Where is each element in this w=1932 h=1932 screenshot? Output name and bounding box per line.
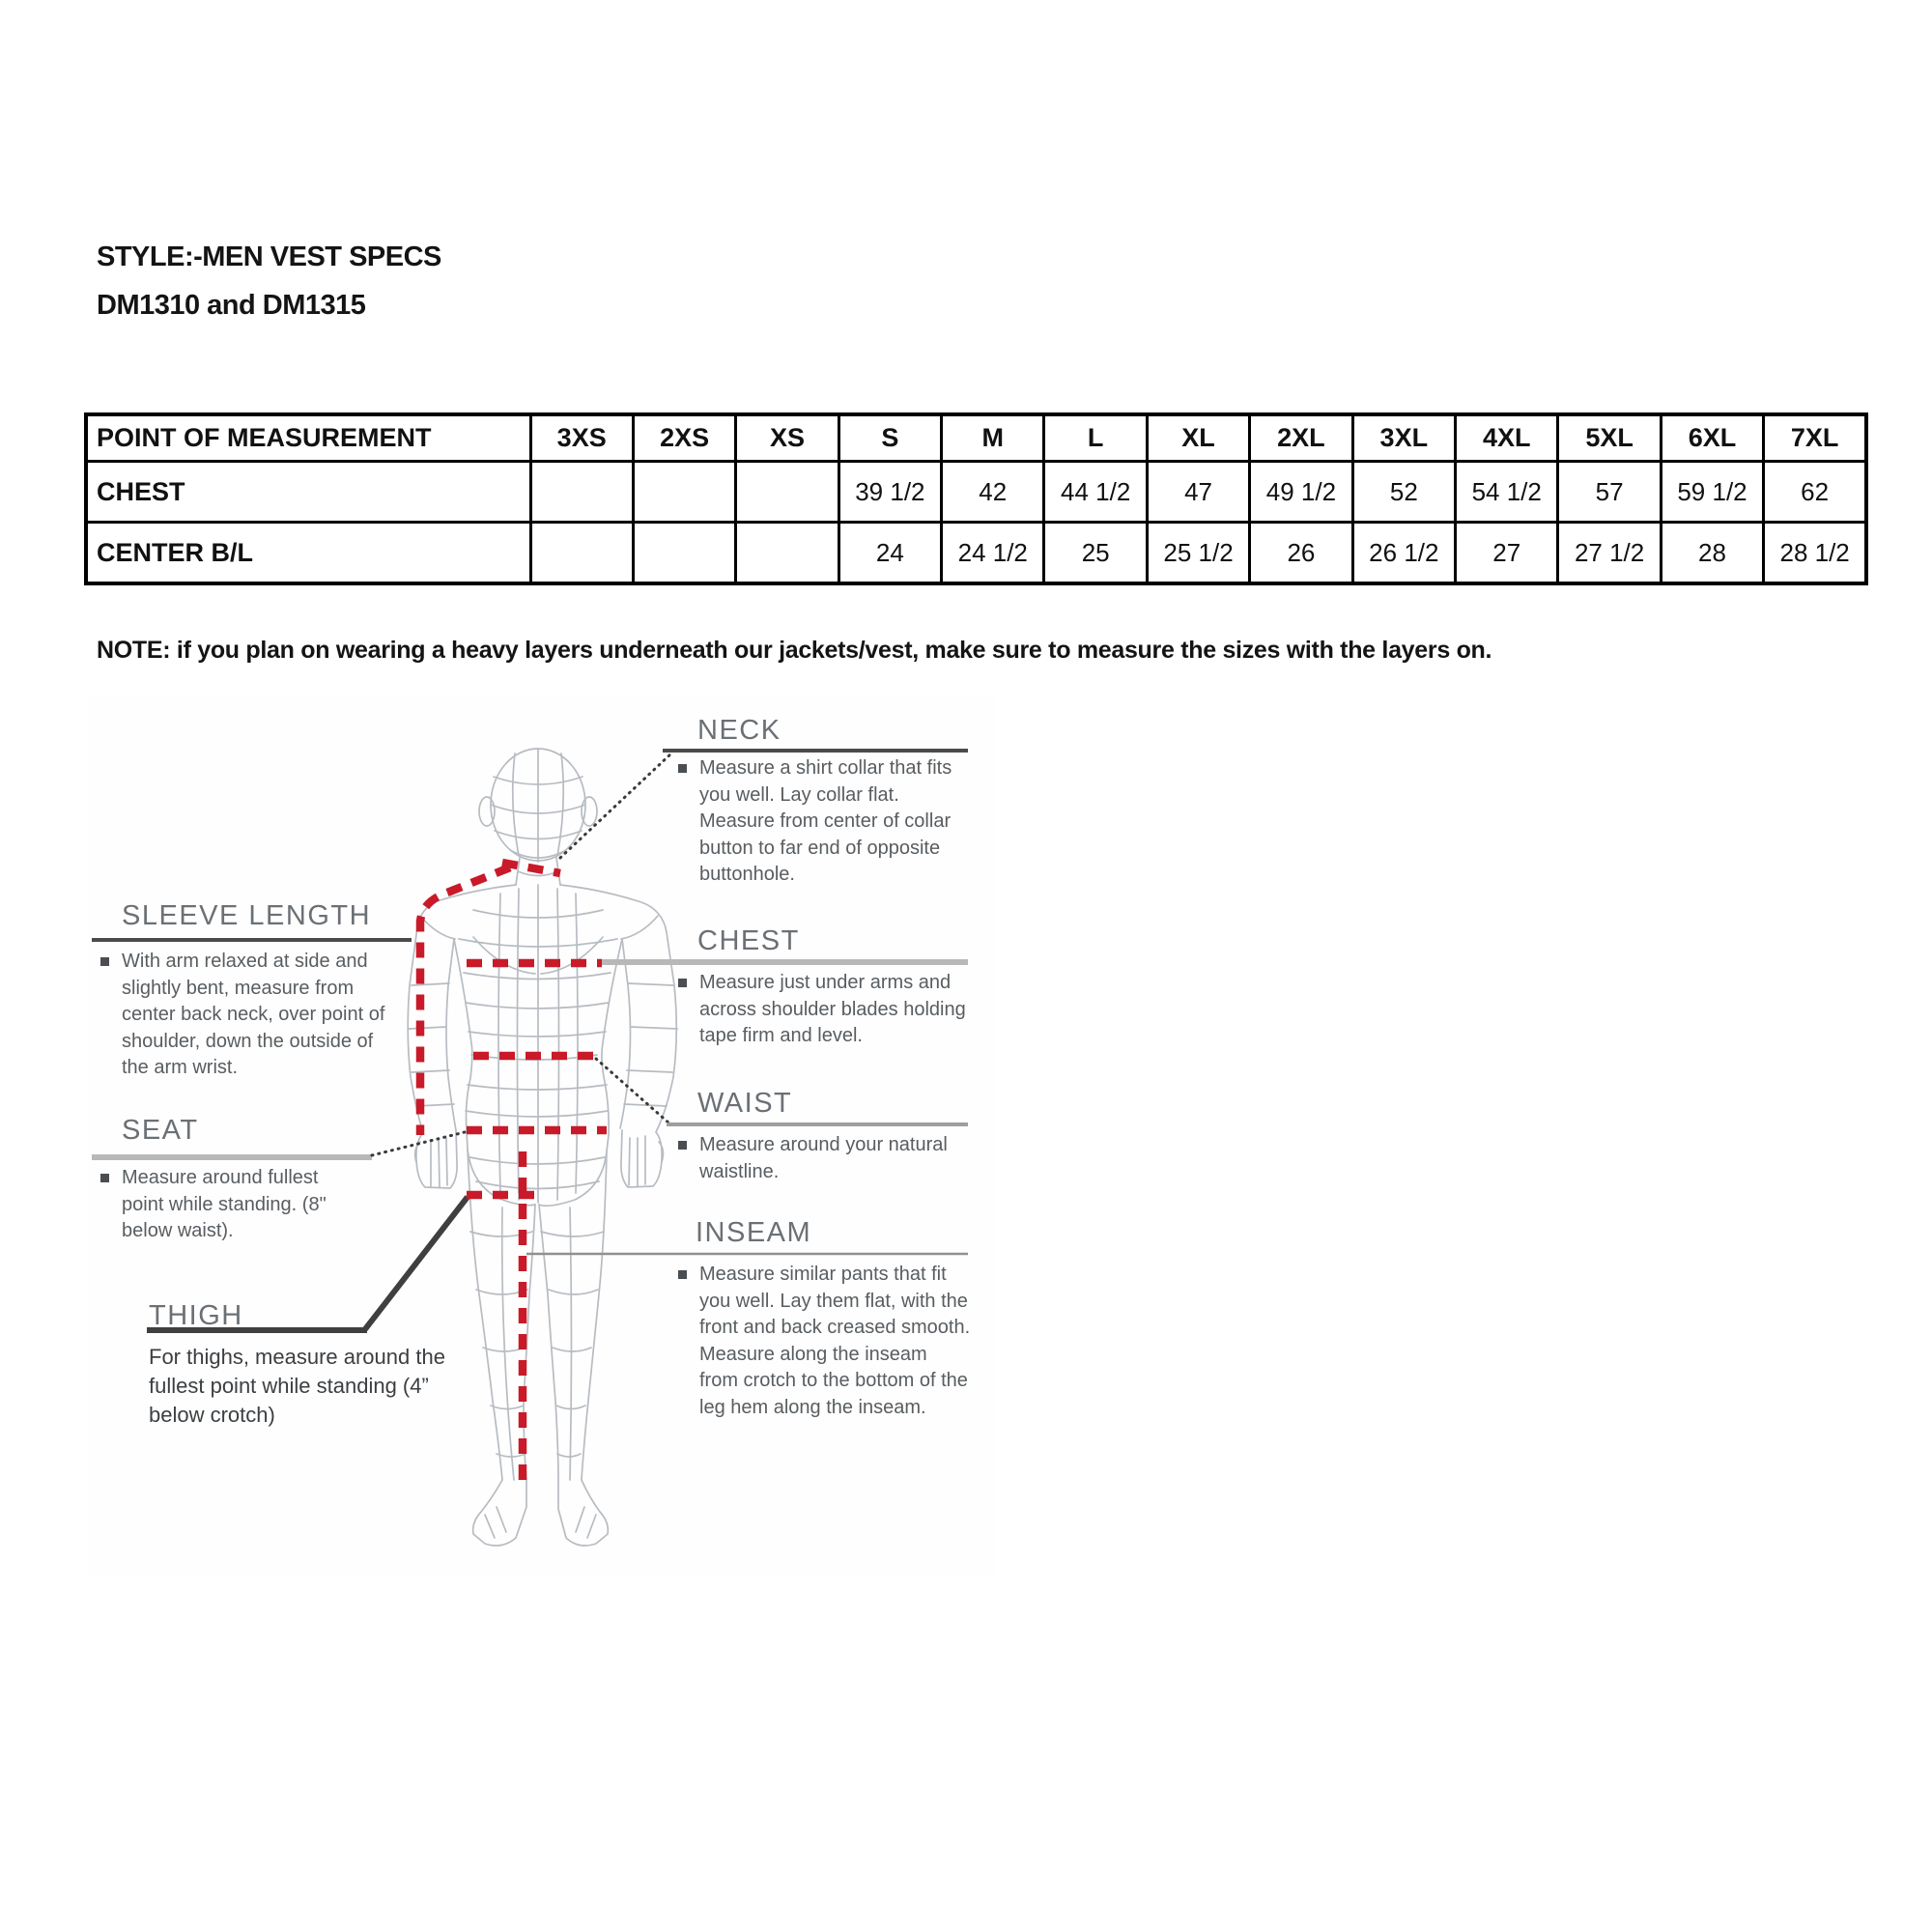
sleeve-length-instructions-text: With arm relaxed at side and slightly bent, measure from center back neck, over point of shoulder, down the outside of the arm wrist. — [122, 951, 385, 1078]
column-header-5xl: 5XL — [1558, 414, 1661, 462]
thigh-heading: THIGH — [149, 1300, 243, 1331]
centerbl-value-3xl: 26 1/2 — [1352, 523, 1455, 584]
bullet-square-icon — [678, 1141, 687, 1150]
column-header-m: M — [942, 414, 1044, 462]
row-label-center-bl: CENTER B/L — [86, 523, 530, 584]
sleeve-length-heading: SLEEVE LENGTH — [122, 900, 372, 931]
column-header-6xl: 6XL — [1661, 414, 1763, 462]
bullet-square-icon — [678, 764, 687, 773]
measurement-diagram — [87, 696, 995, 1575]
chest-value-6xl: 59 1/2 — [1661, 462, 1763, 523]
chest-value-xs — [736, 462, 838, 523]
neck-pointer-line — [560, 753, 672, 858]
chest-value-2xl: 49 1/2 — [1250, 462, 1352, 523]
bullet-square-icon — [678, 1270, 687, 1279]
chest-value-4xl: 54 1/2 — [1456, 462, 1558, 523]
centerbl-value-7xl: 28 1/2 — [1764, 523, 1866, 584]
chest-value-3xs — [530, 462, 633, 523]
centerbl-value-2xs — [633, 523, 735, 584]
seat-instructions — [99, 1165, 359, 1245]
centerbl-value-6xl: 28 — [1661, 523, 1763, 584]
column-header-2xl: 2XL — [1250, 414, 1352, 462]
size-chart-table — [84, 412, 1868, 585]
column-header-xs: XS — [736, 414, 838, 462]
centerbl-value-5xl: 27 1/2 — [1558, 523, 1661, 584]
column-header-s: S — [838, 414, 941, 462]
seat-pointer-line — [372, 1132, 465, 1155]
table-header-row — [86, 414, 1866, 462]
column-header-l: L — [1044, 414, 1147, 462]
column-header-point-of-measurement: POINT OF MEASUREMENT — [86, 414, 530, 462]
bullet-square-icon — [678, 979, 687, 987]
sleeve-length-instructions — [99, 949, 388, 1082]
waist-heading: WAIST — [697, 1088, 793, 1119]
neck-instructions — [676, 755, 966, 889]
neck-heading: NECK — [697, 715, 781, 746]
row-label-chest: CHEST — [86, 462, 530, 523]
inseam-instructions-text: Measure similar pants that fit you well. Lay them flat, with the front and back creased smooth. Measure along the inseam from crotch to the bottom of the leg hem along the inseam. — [699, 1264, 971, 1418]
centerbl-value-xl: 25 1/2 — [1147, 523, 1249, 584]
centerbl-value-2xl: 26 — [1250, 523, 1352, 584]
column-header-4xl: 4XL — [1456, 414, 1558, 462]
chest-value-5xl: 57 — [1558, 462, 1661, 523]
thigh-instructions-text: For thighs, measure around the fullest point while standing (4” below crotch) — [149, 1345, 445, 1427]
centerbl-value-xs — [736, 523, 838, 584]
inseam-heading: INSEAM — [696, 1217, 812, 1248]
neck-instructions-text: Measure a shirt collar that fits you well. Lay collar flat. Measure from center of collar button to far end of opposite buttonhole. — [699, 757, 952, 885]
column-header-7xl: 7XL — [1764, 414, 1866, 462]
centerbl-value-l: 25 — [1044, 523, 1147, 584]
table-row-chest — [86, 462, 1866, 523]
column-header-xl: XL — [1147, 414, 1249, 462]
column-header-3xl: 3XL — [1352, 414, 1455, 462]
column-header-3xs: 3XS — [530, 414, 633, 462]
bullet-square-icon — [100, 1174, 109, 1182]
table-row-center-bl — [86, 523, 1866, 584]
waist-instructions-text: Measure around your natural waistline. — [699, 1134, 948, 1182]
chest-value-m: 42 — [942, 462, 1044, 523]
chest-value-s: 39 1/2 — [838, 462, 941, 523]
style-title: STYLE:-MEN VEST SPECS — [97, 242, 441, 272]
centerbl-value-4xl: 27 — [1456, 523, 1558, 584]
waist-instructions — [676, 1132, 966, 1185]
seat-instructions-text: Measure around fullest point while standing. (8" below waist). — [122, 1167, 327, 1241]
chest-value-2xs — [633, 462, 735, 523]
chest-value-xl: 47 — [1147, 462, 1249, 523]
chest-value-7xl: 62 — [1764, 462, 1866, 523]
chest-heading: CHEST — [697, 925, 800, 956]
neck-measure-line — [502, 863, 560, 873]
centerbl-value-m: 24 1/2 — [942, 523, 1044, 584]
chest-value-3xl: 52 — [1352, 462, 1455, 523]
bullet-square-icon — [100, 957, 109, 966]
centerbl-value-s: 24 — [838, 523, 941, 584]
seat-heading: SEAT — [122, 1115, 199, 1146]
column-header-2xs: 2XS — [633, 414, 735, 462]
chest-instructions-text: Measure just under arms and across shoulder blades holding tape firm and level. — [699, 972, 966, 1046]
thigh-pointer-line — [365, 1197, 468, 1329]
layers-note: NOTE: if you plan on wearing a heavy layers underneath our jackets/vest, make sure to measure the sizes with the layers on. — [97, 637, 1492, 664]
chest-instructions — [676, 970, 966, 1050]
chest-value-l: 44 1/2 — [1044, 462, 1147, 523]
model-numbers: DM1310 and DM1315 — [97, 290, 366, 321]
inseam-instructions — [676, 1262, 971, 1421]
centerbl-value-3xs — [530, 523, 633, 584]
